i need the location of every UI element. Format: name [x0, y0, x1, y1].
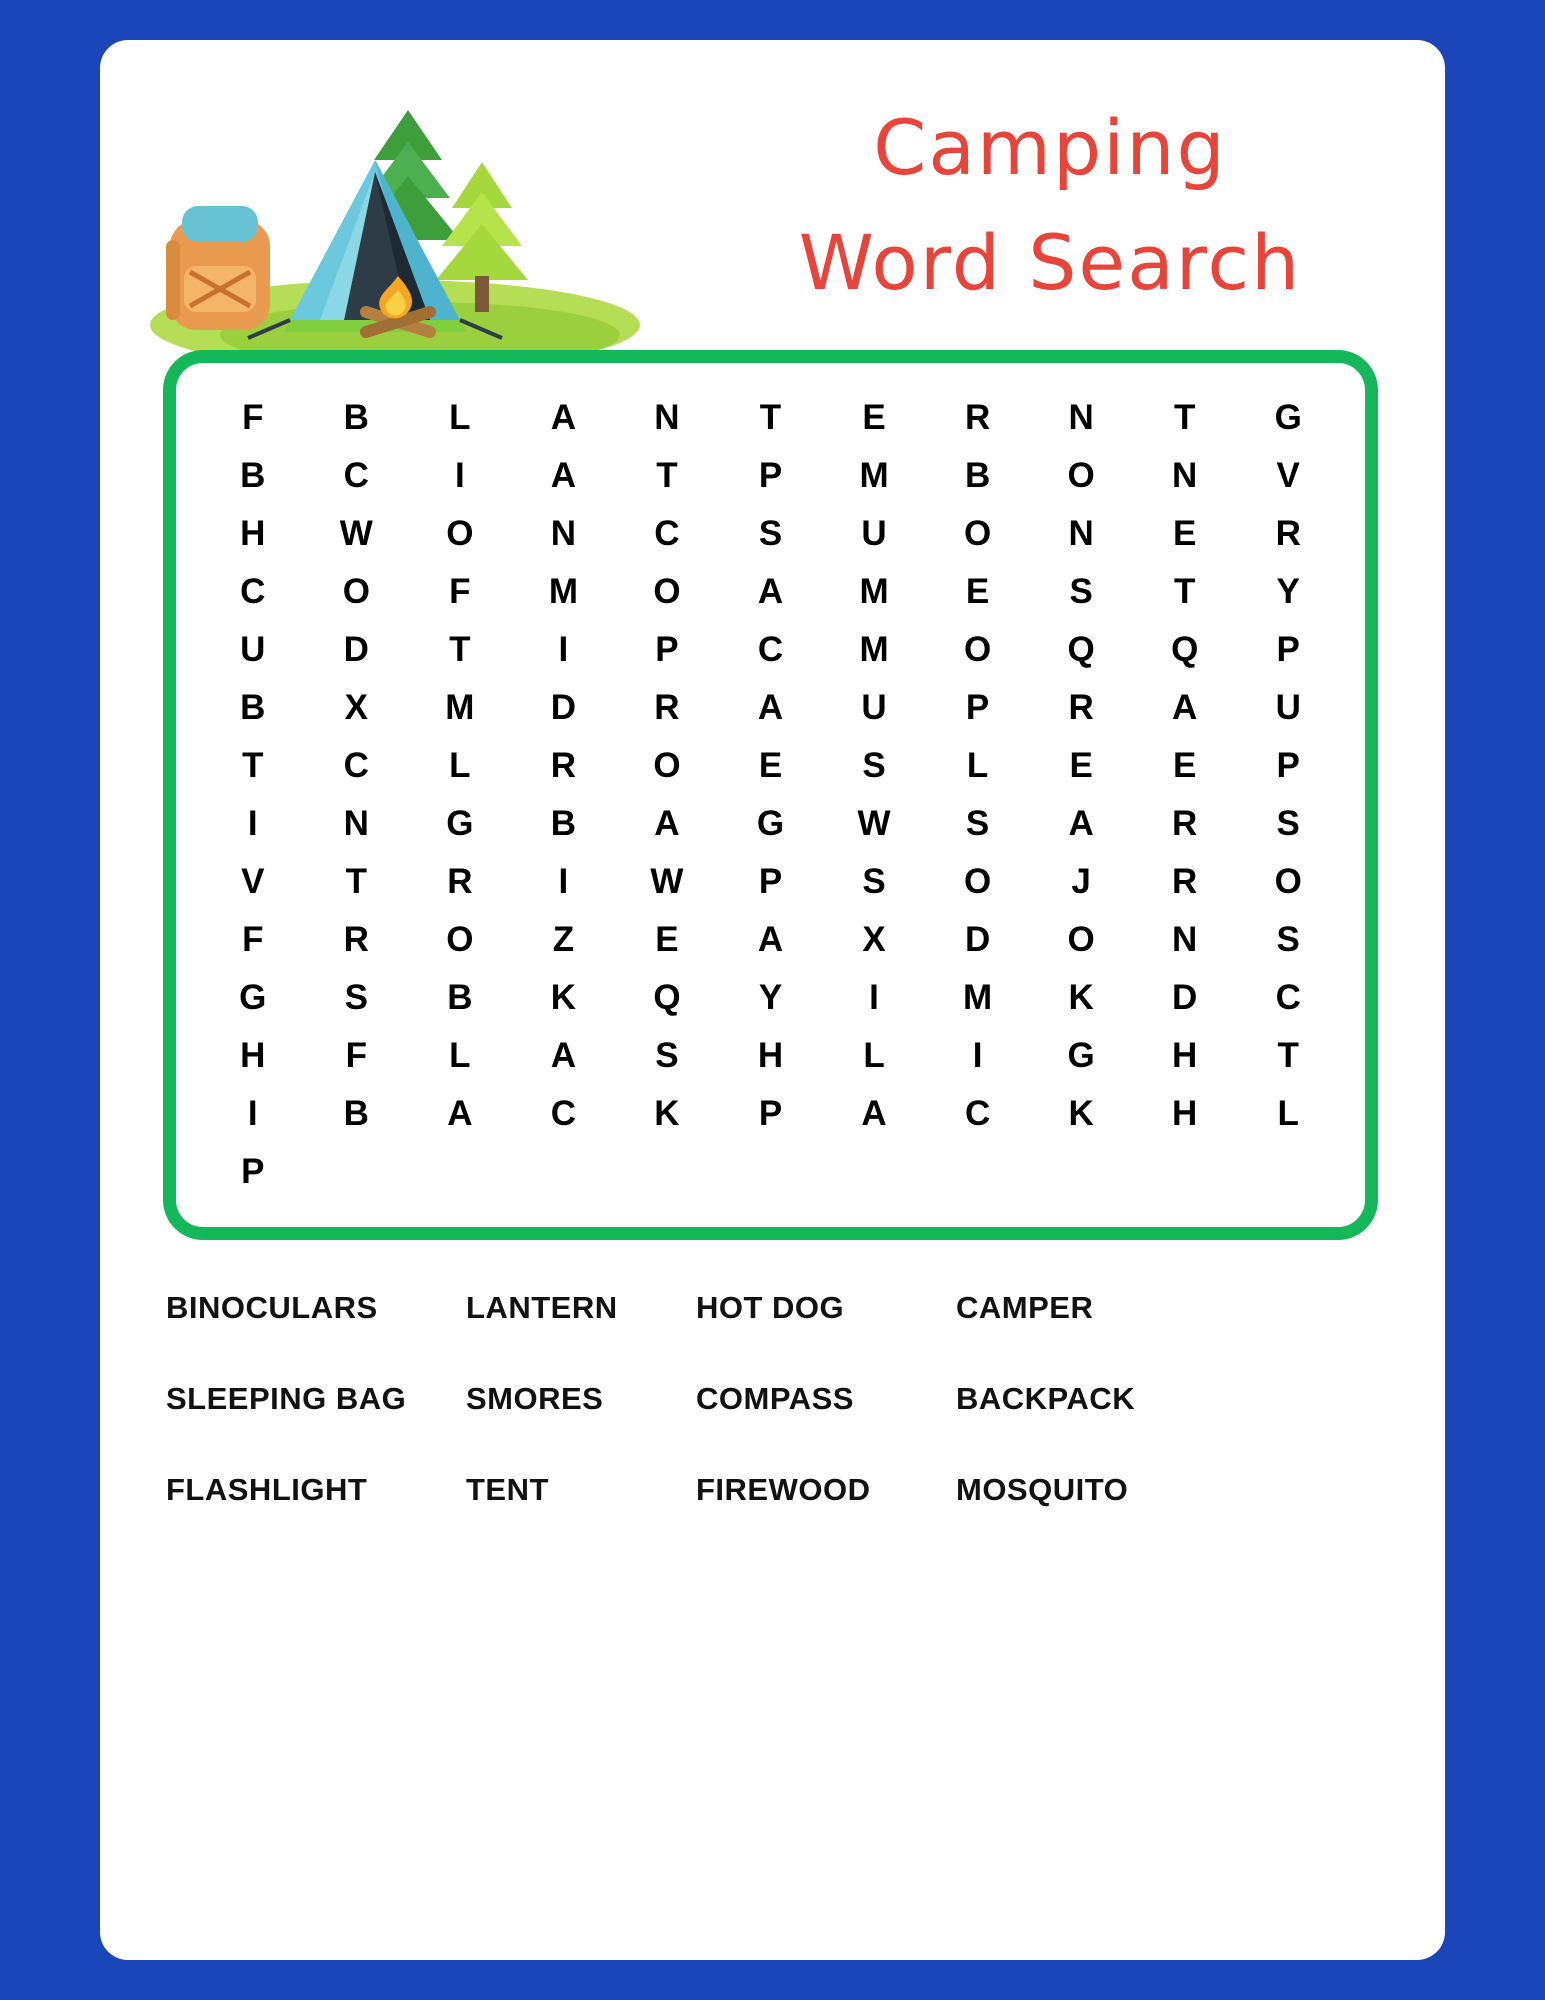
grid-cell[interactable]: R — [1068, 688, 1094, 727]
grid-cell[interactable]: M — [445, 688, 475, 727]
grid-cell[interactable]: X — [344, 688, 368, 727]
grid-cell[interactable]: U — [861, 514, 887, 553]
grid-cell[interactable]: S — [1069, 572, 1093, 611]
grid-cell[interactable]: S — [758, 514, 783, 553]
grid-cell[interactable]: H — [1172, 1036, 1198, 1075]
grid-cell[interactable]: E — [758, 746, 783, 785]
grid-cell[interactable]: O — [1067, 920, 1095, 959]
grid-cell[interactable]: I — [247, 804, 258, 843]
word-list — [166, 1290, 1381, 1508]
grid-cell[interactable]: P — [965, 688, 990, 727]
grid-cell[interactable]: R — [447, 862, 473, 901]
grid-cell[interactable]: C — [240, 572, 266, 611]
grid-cell[interactable]: A — [1172, 688, 1198, 727]
grid-cell[interactable]: I — [869, 978, 879, 1017]
grid-cell[interactable]: B — [240, 688, 266, 727]
word-list-item: TENT — [466, 1472, 549, 1507]
grid-cell[interactable]: Q — [653, 978, 681, 1017]
grid-cell[interactable]: A — [861, 1094, 887, 1133]
grid-cell[interactable]: M — [859, 456, 889, 495]
grid-cell[interactable]: D — [1172, 978, 1198, 1017]
grid-cell[interactable]: A — [550, 398, 577, 437]
grid-cell[interactable]: V — [1276, 456, 1300, 495]
grid-cell[interactable]: R — [654, 688, 680, 727]
grid-cell[interactable]: B — [240, 456, 266, 495]
word-list-item: HOT DOG — [696, 1290, 845, 1325]
grid-cell[interactable]: B — [447, 978, 473, 1017]
grid-cell[interactable]: H — [757, 1036, 784, 1075]
grid-cell[interactable]: I — [558, 862, 569, 901]
grid-cell[interactable]: P — [758, 456, 783, 495]
title-line-2: Word Search — [798, 218, 1302, 307]
grid-cell[interactable]: L — [1277, 1094, 1299, 1133]
word-list-item: MOSQUITO — [956, 1472, 1129, 1507]
grid-cell[interactable]: G — [239, 978, 267, 1017]
grid-cell[interactable]: A — [550, 1036, 577, 1075]
word-search-grid[interactable] — [201, 389, 1340, 1201]
grid-cell[interactable]: Q — [1067, 630, 1095, 669]
grid-cell[interactable]: B — [343, 398, 369, 437]
grid-cell[interactable]: R — [1275, 514, 1301, 553]
grid-cell[interactable]: O — [342, 572, 370, 611]
grid-cell[interactable]: G — [756, 804, 785, 843]
grid-cell[interactable]: K — [654, 1094, 680, 1133]
word-list-item: SLEEPING BAG — [166, 1381, 407, 1416]
grid-cell[interactable]: G — [446, 804, 474, 843]
grid-cell[interactable]: R — [964, 398, 991, 437]
grid-cell[interactable]: B — [964, 456, 991, 495]
grid-cell[interactable]: L — [449, 746, 471, 785]
grid-cell[interactable]: E — [655, 920, 679, 959]
grid-cell[interactable]: E — [965, 572, 990, 611]
grid-cell[interactable]: O — [653, 746, 681, 785]
word-list-item: FIREWOOD — [696, 1472, 871, 1507]
grid-cell[interactable]: S — [965, 804, 990, 843]
grid-cell[interactable]: N — [1172, 456, 1198, 495]
grid-cell[interactable]: W — [857, 804, 891, 843]
word-list-item: BACKPACK — [956, 1381, 1136, 1416]
grid-cell[interactable]: A — [447, 1094, 473, 1133]
grid-cell[interactable]: M — [963, 978, 993, 1017]
grid-cell[interactable]: R — [1172, 804, 1198, 843]
grid-cell[interactable]: H — [240, 514, 266, 553]
grid-cell[interactable]: L — [863, 1036, 885, 1075]
grid-cell[interactable]: N — [343, 804, 369, 843]
grid-cell[interactable]: A — [757, 572, 784, 611]
grid-cell[interactable]: O — [446, 514, 474, 553]
grid-cell[interactable]: P — [1276, 630, 1300, 669]
word-list-item: CAMPER — [956, 1290, 1094, 1325]
grid-cell[interactable]: T — [1277, 1036, 1299, 1075]
grid-cell[interactable]: W — [650, 862, 684, 901]
worksheet-card — [100, 40, 1445, 1960]
grid-cell[interactable]: R — [550, 746, 577, 785]
grid-cell[interactable]: Q — [1171, 630, 1199, 669]
word-list-item: BINOCULARS — [166, 1290, 378, 1325]
grid-cell[interactable]: U — [1275, 688, 1301, 727]
grid-cell[interactable]: V — [241, 862, 265, 901]
grid-cell[interactable]: A — [550, 456, 577, 495]
grid-cell[interactable]: O — [446, 920, 474, 959]
grid-cell[interactable]: E — [1069, 746, 1093, 785]
grid-cell[interactable]: T — [656, 456, 678, 495]
grid-cell[interactable]: L — [449, 398, 471, 437]
grid-cell[interactable]: S — [1276, 804, 1300, 843]
grid-cell[interactable]: O — [1067, 456, 1095, 495]
title-line-1: Camping — [873, 103, 1227, 192]
grid-cell[interactable]: P — [241, 1152, 265, 1191]
grid-cell[interactable]: C — [757, 630, 784, 669]
grid-cell[interactable]: L — [449, 1036, 471, 1075]
grid-cell[interactable]: O — [1274, 862, 1302, 901]
grid-cell[interactable]: P — [1276, 746, 1300, 785]
grid-cell[interactable]: M — [548, 572, 578, 611]
grid-cell[interactable]: O — [963, 514, 992, 553]
grid-cell[interactable]: N — [1068, 514, 1094, 553]
grid-cell[interactable]: R — [1172, 862, 1198, 901]
grid-cell[interactable]: K — [1068, 978, 1094, 1017]
word-list-item: LANTERN — [466, 1290, 618, 1325]
grid-cell[interactable]: E — [1173, 746, 1197, 785]
grid-cell[interactable]: T — [449, 630, 471, 669]
grid-cell[interactable]: S — [1276, 920, 1300, 959]
grid-cell[interactable]: O — [653, 572, 681, 611]
grid-cell[interactable]: D — [964, 920, 991, 959]
grid-cell[interactable]: S — [862, 746, 886, 785]
grid-cell[interactable]: E — [1173, 514, 1197, 553]
grid-cell[interactable]: K — [1068, 1094, 1094, 1133]
grid-cell[interactable]: T — [345, 862, 367, 901]
grid-cell[interactable]: U — [861, 688, 887, 727]
grid-cell[interactable]: S — [655, 1036, 679, 1075]
grid-cell[interactable]: C — [964, 1094, 991, 1133]
grid-cell[interactable]: I — [558, 630, 569, 669]
grid-cell[interactable]: S — [862, 862, 886, 901]
grid-cell[interactable]: C — [654, 514, 680, 553]
grid-cell[interactable]: A — [654, 804, 680, 843]
grid-cell[interactable]: E — [862, 398, 886, 437]
grid-cell[interactable]: T — [1173, 398, 1196, 437]
grid-cell[interactable]: T — [242, 746, 264, 785]
grid-cell[interactable]: O — [963, 862, 992, 901]
grid-cell[interactable]: T — [759, 398, 782, 437]
worksheet-header — [100, 40, 1445, 380]
grid-cell[interactable]: D — [343, 630, 369, 669]
grid-cell[interactable]: C — [550, 1094, 577, 1133]
grid-cell[interactable]: G — [1067, 1036, 1095, 1075]
grid-cell[interactable]: B — [550, 804, 577, 843]
grid-cell[interactable]: N — [1172, 920, 1198, 959]
page-title — [700, 90, 1400, 320]
grid-cell[interactable]: Y — [758, 978, 783, 1017]
grid-cell[interactable]: A — [1068, 804, 1094, 843]
grid-cell[interactable]: Y — [1276, 572, 1300, 611]
word-search-grid-frame — [163, 350, 1378, 1240]
grid-cell[interactable]: S — [344, 978, 368, 1017]
grid-cell[interactable]: C — [343, 456, 369, 495]
word-list-item: COMPASS — [696, 1381, 854, 1416]
grid-cell[interactable]: I — [454, 456, 465, 495]
grid-cell[interactable]: F — [242, 920, 264, 959]
grid-cell[interactable]: F — [449, 572, 471, 611]
grid-cell[interactable]: O — [963, 630, 992, 669]
grid-cell[interactable]: J — [1071, 862, 1091, 901]
grid-cell[interactable]: N — [1068, 398, 1094, 437]
grid-cell[interactable]: W — [339, 514, 373, 553]
grid-cell[interactable]: R — [343, 920, 369, 959]
grid-cell[interactable]: Z — [552, 920, 575, 959]
grid-cell[interactable]: D — [550, 688, 577, 727]
word-list-item: FLASHLIGHT — [166, 1472, 368, 1507]
grid-cell[interactable]: F — [345, 1036, 367, 1075]
grid-cell[interactable]: P — [758, 862, 783, 901]
grid-cell[interactable]: N — [550, 514, 577, 553]
grid-cell[interactable]: X — [862, 920, 886, 959]
grid-cell[interactable]: M — [859, 630, 889, 669]
grid-cell[interactable]: T — [1173, 572, 1196, 611]
grid-cell[interactable]: A — [757, 920, 784, 959]
grid-cell[interactable]: F — [242, 398, 264, 437]
grid-cell[interactable]: P — [655, 630, 679, 669]
grid-cell[interactable]: K — [550, 978, 577, 1017]
camping-tent-illustration — [130, 80, 660, 370]
grid-cell[interactable]: G — [1274, 398, 1302, 437]
grid-cell[interactable]: I — [247, 1094, 258, 1133]
grid-cell[interactable]: C — [343, 746, 369, 785]
grid-cell[interactable]: M — [859, 572, 889, 611]
grid-cell[interactable]: I — [972, 1036, 983, 1075]
grid-cell[interactable]: H — [240, 1036, 266, 1075]
grid-cell[interactable]: H — [1172, 1094, 1198, 1133]
grid-cell[interactable]: B — [343, 1094, 369, 1133]
grid-cell[interactable]: N — [654, 398, 680, 437]
grid-cell[interactable]: L — [966, 746, 989, 785]
grid-cell[interactable]: P — [758, 1094, 783, 1133]
word-list-item: SMORES — [466, 1381, 604, 1416]
grid-cell[interactable]: C — [1275, 978, 1301, 1017]
grid-cell[interactable]: U — [240, 630, 266, 669]
grid-cell[interactable]: A — [757, 688, 784, 727]
